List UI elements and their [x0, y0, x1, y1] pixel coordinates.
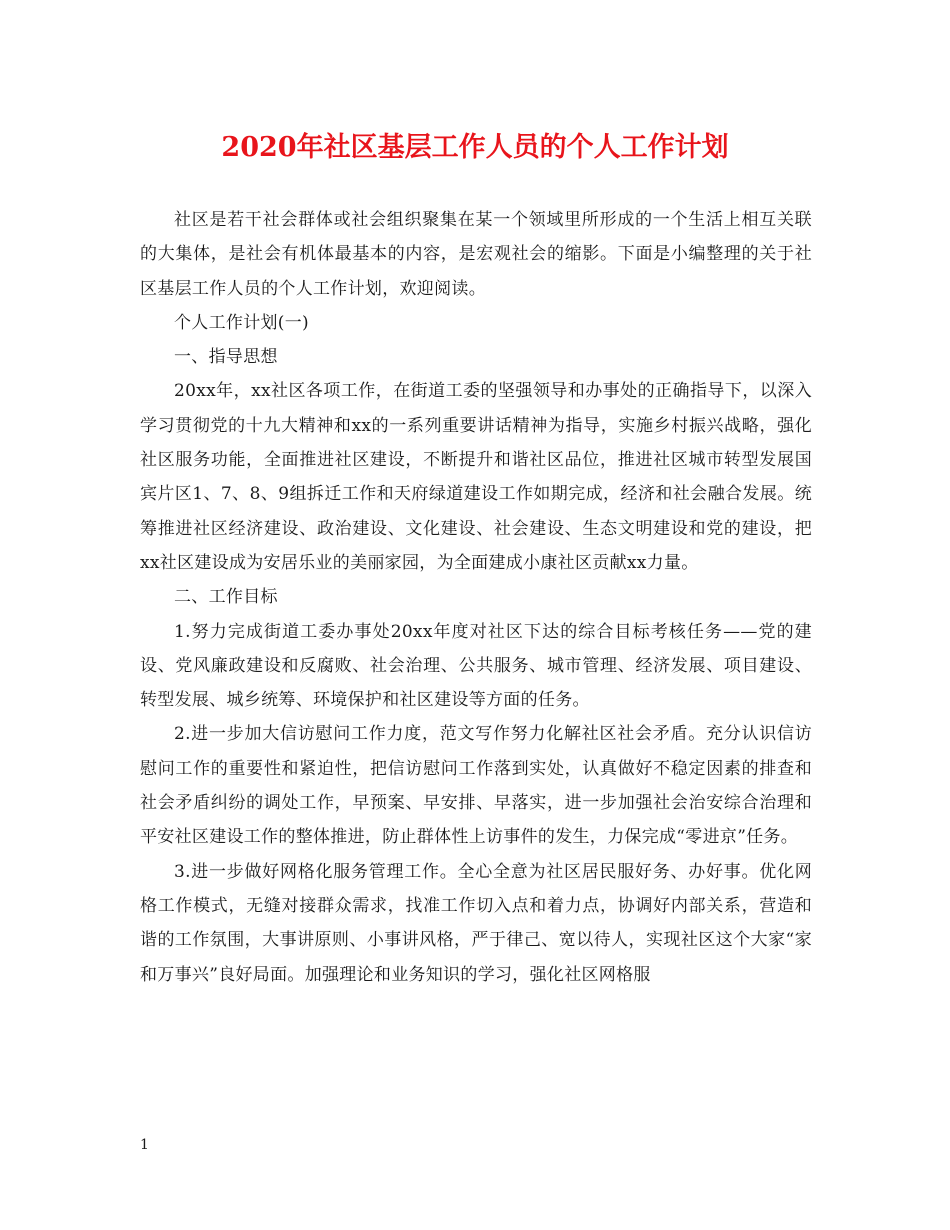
guiding-ideology-paragraph: 20xx年，xx社区各项工作，在街道工委的坚强领导和办事处的正确指导下，以深入学习贯彻党的十九大精神和xx的一系列重要讲话精神为指导，实施乡村振兴战略，强化社区服务功能，全面推进社区建设，不断提升和谐社区品位，推进社区城市转型发展国宾片区1、7、8、9组拆迁工作和天府绿道建设工作如期完成，经济和社会融合发展。统筹推进社区经济建设、政治建设、文化建设、社会建设、生态文明建设和党的建设，把xx社区建设成为安居乐业的美丽家园，为全面建成小康社区贡献xx力量。	[140, 381, 812, 573]
work-goal-item-1: 1.努力完成街道工委办事处20xx年度对社区下达的综合目标考核任务——党的建设、党风廉政建设和反腐败、社会治理、公共服务、城市管理、经济发展、项目建设、转型发展、城乡统筹、环境保护和社区建设等方面的任务。	[140, 621, 812, 711]
document-title: 2020年社区基层工作人员的个人工作计划	[221, 132, 729, 163]
section-heading-guiding-ideology: 一、指导思想	[174, 347, 278, 368]
section-heading-plan-one: 个人工作计划(一)	[174, 312, 309, 333]
intro-paragraph: 社区是若干社会群体或社会组织聚集在某一个领域里所形成的一个生活上相互关联的大集体，是社会有机体最基本的内容，是宏观社会的缩影。下面是小编整理的关于社区基层工作人员的个人工作计划，欢迎阅读。	[140, 210, 812, 299]
document-body	[140, 203, 812, 992]
work-goal-item-3: 3.进一步做好网格化服务管理工作。全心全意为社区居民服好务、办好事。优化网格工作模式，无缝对接群众需求，找准工作切入点和着力点，协调好内部关系，营造和谐的工作氛围，大事讲原则、小事讲风格，严于律己、宽以待人，实现社区这个大家“家和万事兴”良好局面。加强理论和业务知识的学习，强化社区网格服	[140, 861, 812, 985]
section-heading-work-goals: 二、工作目标	[174, 587, 278, 608]
page-number: 1	[140, 1137, 149, 1153]
work-goal-item-2: 2.进一步加大信访慰问工作力度，范文写作努力化解社区社会矛盾。充分认识信访慰问工作的重要性和紧迫性，把信访慰问工作落到实处，认真做好不稳定因素的排查和社会矛盾纠纷的调处工作，早预案、早安排、早落实，进一步加强社会治安综合治理和平安社区建设工作的整体推进，防止群体性上访事件的发生，力保完成“零进京”任务。	[140, 724, 812, 848]
